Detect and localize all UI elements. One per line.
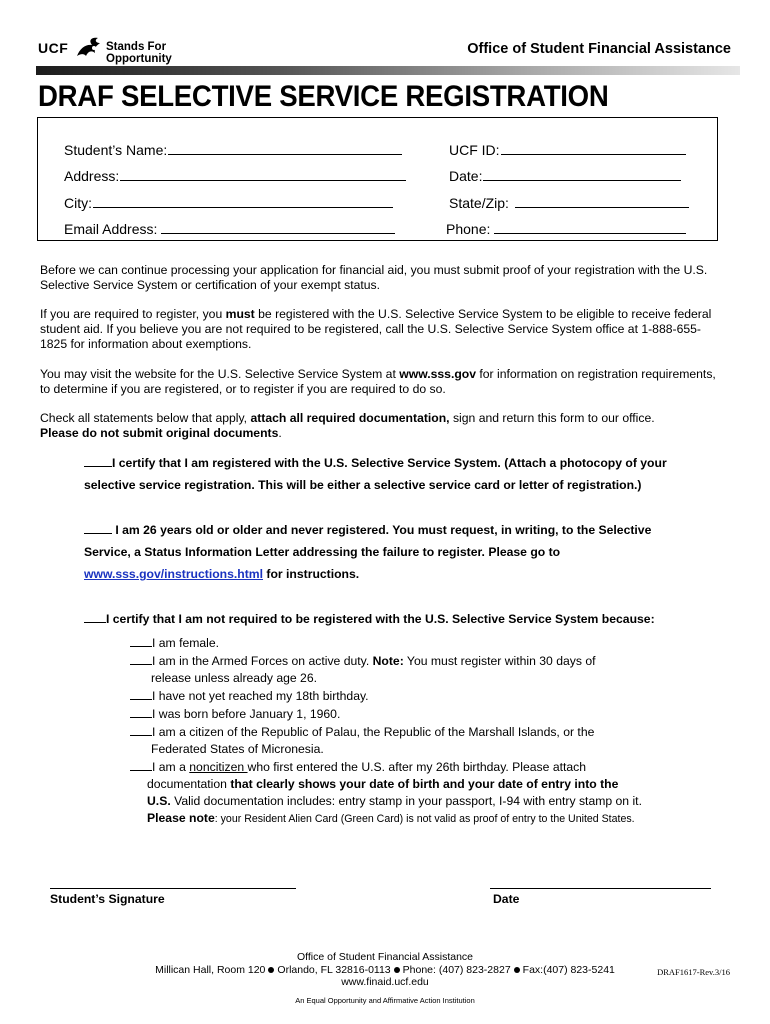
footer-office: Office of Student Financial Assistance (296, 951, 474, 963)
bullet-icon (514, 967, 520, 973)
exemption-list (130, 634, 690, 828)
exemption-citizen-palau (130, 723, 690, 758)
signature-date-line[interactable] (490, 888, 711, 889)
exemption-noncitizen-text-a: I am a (152, 760, 190, 774)
exemption-citizen-palau-text-a: I am a citizen of the Republic of Palau, the Republic of the Marshall Islands, or the (152, 725, 595, 739)
exemption-noncitizen-text-f: Valid documentation includes: entry stamp in your passport, I-94 with entry stamp on it. (170, 794, 642, 808)
ucf-id-label: UCF ID: (449, 142, 500, 158)
exemption-noncitizen (130, 758, 690, 828)
statement-not-required-checkbox[interactable] (84, 610, 106, 623)
address-label: Address: (64, 168, 120, 184)
form-title: DRAF SELECTIVE SERVICE REGISTRATION (38, 80, 609, 113)
footer (0, 951, 770, 989)
statement-not-required-line1: I certify that I am not required to be registered with the U.S. Selective Service System because: (106, 612, 655, 626)
student-signature-label: Student’s Signature (50, 892, 165, 906)
state-zip-field[interactable] (449, 193, 689, 211)
instructions-text-c: sign and return this form to our office. (449, 411, 655, 425)
exemption-noncitizen-text-c: documentation (147, 777, 231, 791)
exemption-born-before-1960-text: I was born before January 1, 1960. (152, 707, 341, 721)
exemption-noncitizen-doc-line (130, 776, 690, 793)
logo-tagline: Stands For Opportunity (106, 41, 172, 65)
exemption-noncitizen-valid-line (130, 793, 690, 810)
ucf-id-field[interactable] (449, 140, 686, 158)
student-info-box (37, 117, 718, 241)
ucf-logo (38, 36, 228, 65)
equal-opportunity-note: An Equal Opportunity and Affirmative Action Institution (295, 996, 475, 1005)
exemption-born-before-1960-checkbox[interactable] (130, 705, 152, 718)
statement-over-26-checkbox[interactable] (84, 521, 112, 534)
email-line[interactable] (161, 219, 395, 234)
exemption-noncitizen-text-h: : your Resident Alien Card (Green Card) is not valid as proof of entry to the United States. (214, 813, 635, 825)
intro-paragraph: Before we can continue processing your application for financial aid, you must submit proof of your registration with the U.S. Selective Service System or certification of your exempt status. (40, 263, 708, 293)
exemption-armed-forces-text-c: release unless already age 26. (151, 671, 317, 685)
revision-code: DRAF1617-Rev.3/16 (657, 967, 730, 977)
registration-text-a: If you are required to register, you (40, 307, 226, 321)
exemption-noncitizen-please-note: Please note (147, 811, 215, 825)
instructions-text-e: . (278, 426, 282, 441)
bullet-icon (394, 967, 400, 973)
exemption-armed-forces-text-b: You must register within 30 days of (403, 654, 596, 668)
instructions-paragraph (40, 411, 720, 441)
statement-over-26-line2: Service, a Status Information Letter addressing the failure to register. Please go to (84, 545, 561, 559)
exemption-armed-forces (130, 652, 690, 687)
footer-address (0, 964, 770, 977)
address-field[interactable] (64, 166, 406, 184)
footer-address-room: Millican Hall, Room 120 (155, 963, 266, 976)
exemption-noncitizen-text-e: U.S. (147, 794, 171, 808)
footer-address-city: Orlando, FL 32816-0113 (277, 963, 391, 976)
registration-text-must: must (225, 307, 255, 321)
registration-text-c: be registered with the U.S. Selective Service System to be eligible to receive federal student aid. If you believe you are not required to be registered, call the U.S. Selective Service System office at 1-888-655-1825 for information about exemptions. (40, 307, 712, 352)
statement-registered-line2: selective service registration. This will be either a selective service card or letter of registration.) (84, 478, 642, 492)
footer-website[interactable]: www.finaid.ucf.edu (341, 976, 429, 988)
pegasus-icon (74, 36, 102, 60)
exemption-noncitizen-underlined: noncitizen (189, 760, 248, 774)
exemption-born-before-1960 (130, 705, 690, 723)
exemption-noncitizen-checkbox[interactable] (130, 758, 152, 771)
date-label: Date: (449, 168, 483, 184)
city-label: City: (64, 195, 92, 211)
city-line[interactable] (93, 193, 393, 208)
exemption-female-checkbox[interactable] (130, 634, 152, 647)
phone-label: Phone: (446, 221, 491, 237)
state-zip-line[interactable] (515, 193, 689, 208)
website-paragraph (40, 367, 720, 397)
date-line[interactable] (483, 166, 681, 181)
footer-fax: Fax:(407) 823-5241 (522, 963, 615, 976)
exemption-armed-forces-checkbox[interactable] (130, 652, 152, 665)
address-line[interactable] (120, 166, 406, 181)
logo-text: UCF (38, 40, 69, 56)
instructions-text-b: attach all required documentation, (250, 411, 450, 425)
exemption-citizen-palau-checkbox[interactable] (130, 723, 152, 736)
office-title: Office of Student Financial Assistance (467, 41, 731, 57)
exemption-female-text: I am female. (152, 636, 220, 650)
exemption-noncitizen-text-b: who first entered the U.S. after my 26th birthday. Please attach (247, 760, 587, 774)
statement-not-required (84, 608, 655, 630)
exemption-noncitizen-note-line (130, 810, 690, 828)
student-name-label: Student’s Name: (64, 142, 168, 158)
exemption-noncitizen-text-d: that clearly shows your date of birth and your date of entry into the (230, 777, 619, 791)
instructions-text-a: Check all statements below that apply, (40, 411, 251, 425)
website-url: www.sss.gov (399, 367, 476, 381)
email-label: Email Address: (64, 221, 158, 237)
footer-phone: Phone: (407) 823-2827 (402, 963, 511, 976)
student-signature-line[interactable] (50, 888, 296, 889)
exemption-armed-forces-text-a: I am in the Armed Forces on active duty. (152, 654, 373, 668)
website-text-c: for information on registration requirements, to determine if you are registered, or to register if you are required to do so. (40, 367, 716, 397)
statement-over-26-after: for instructions. (263, 567, 360, 581)
exemption-armed-forces-note: Note: (372, 654, 404, 668)
email-field[interactable] (64, 219, 395, 237)
statement-over-26 (84, 519, 651, 585)
statement-registered-line1: I certify that I am registered with the U.S. Selective Service System. (Attach a photocopy of your (112, 456, 667, 470)
exemption-citizen-palau-text-b: Federated States of Micronesia. (151, 742, 324, 756)
student-name-field[interactable] (64, 140, 402, 158)
exemption-under-18-text: I have not yet reached my 18th birthday. (152, 689, 369, 703)
exemption-under-18-checkbox[interactable] (130, 687, 152, 700)
instructions-link[interactable]: www.sss.gov/instructions.html (84, 567, 264, 581)
date-field[interactable] (449, 166, 681, 184)
city-field[interactable] (64, 193, 393, 211)
bullet-icon (268, 967, 274, 973)
exemption-under-18 (130, 687, 690, 705)
exemption-female (130, 634, 690, 652)
state-zip-label: State/Zip: (449, 195, 509, 211)
website-text-a: You may visit the website for the U.S. Selective Service System at (40, 367, 400, 381)
statement-registered (84, 452, 667, 496)
student-name-line[interactable] (168, 140, 402, 155)
instructions-text-d: Please do not submit original documents (40, 426, 279, 441)
header-gradient-bar (36, 66, 740, 75)
statement-over-26-line1: I am 26 years old or older and never registered. You must request, in writing, to the Selective (112, 523, 652, 537)
phone-line[interactable] (494, 219, 686, 234)
signature-date-label: Date (493, 892, 520, 906)
ucf-id-line[interactable] (501, 140, 686, 155)
statement-registered-checkbox[interactable] (84, 454, 112, 467)
phone-field[interactable] (446, 219, 686, 237)
registration-paragraph (40, 307, 720, 353)
